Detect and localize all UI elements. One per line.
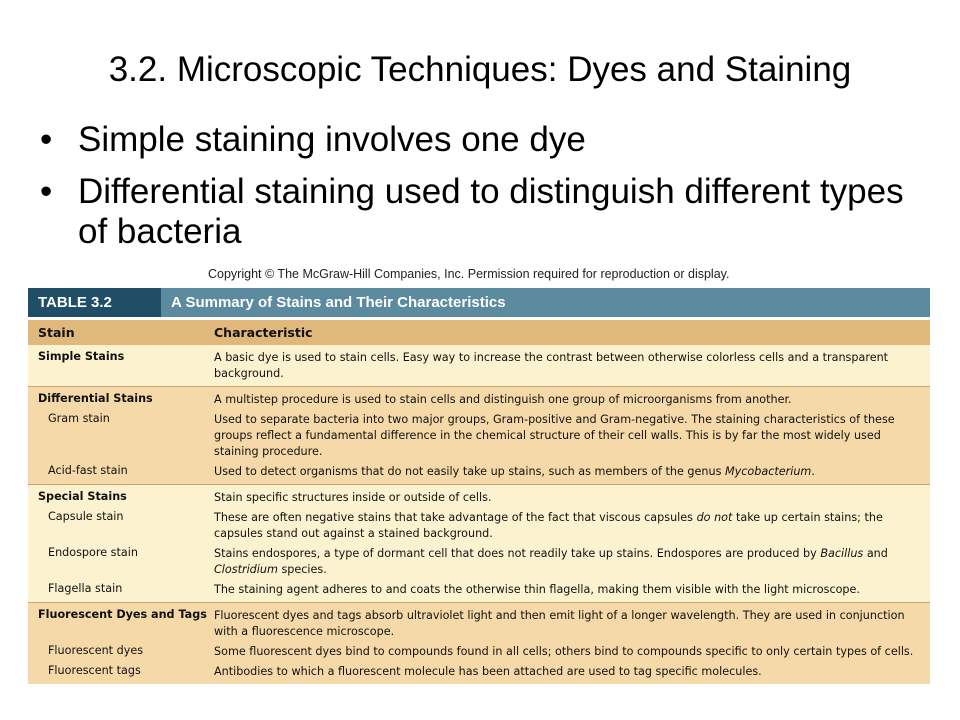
- stain-characteristic: The staining agent adheres to and coats the otherwise thin flagella, making them visible with the light microscope.: [214, 583, 860, 596]
- stain-characteristic: A multistep procedure is used to stain cells and distinguish one group of microorganisms from another.: [214, 393, 792, 406]
- column-header-stain: Stain: [38, 325, 75, 340]
- table-row: [28, 488, 930, 508]
- text-part: species.: [277, 563, 327, 576]
- table-row: [28, 390, 930, 410]
- stain-name: Flagella stain: [48, 582, 123, 595]
- text-part: and: [863, 547, 888, 560]
- genus-name: Bacillus: [820, 547, 864, 560]
- table-row: [28, 410, 930, 462]
- stain-name: Gram stain: [48, 412, 110, 425]
- column-header-row: [28, 320, 930, 345]
- genus-name: Mycobacterium: [724, 465, 812, 478]
- stain-name: Fluorescent tags: [48, 664, 141, 677]
- table-row: [28, 508, 930, 544]
- table-header-bar: [28, 288, 930, 317]
- stain-characteristic: [214, 546, 930, 578]
- stain-characteristic: Fluorescent dyes and tags absorb ultraviolet light and then emit light of a longer wavelength. They are used in conjunction with a fluorescence microscope.: [214, 609, 905, 638]
- slide-title: 3.2. Microscopic Techniques: Dyes and Staining: [108, 50, 852, 89]
- table-row: [28, 580, 930, 600]
- bullet-icon: •: [40, 172, 53, 211]
- group-differential-stains: [28, 386, 930, 484]
- group-fluorescent: [28, 602, 930, 684]
- table-row: [28, 642, 930, 662]
- bullet-text: Differential staining used to distinguish different types of bacteria: [78, 172, 904, 251]
- table-row: [28, 662, 930, 682]
- bullet-item: [40, 120, 920, 160]
- bullet-icon: •: [40, 120, 53, 159]
- stains-table: [28, 320, 930, 684]
- table-caption: A Summary of Stains and Their Characteristics: [161, 288, 930, 317]
- stain-characteristic: Used to separate bacteria into two major groups, Gram-positive and Gram-negative. The staining characteristics of these groups reflect a fundamental difference in the chemical structure of their cell walls. This is by far the most widely used staining procedure.: [214, 413, 895, 458]
- table-row: [28, 348, 930, 384]
- stain-name: Capsule stain: [48, 510, 124, 523]
- table-row: [28, 462, 930, 482]
- stain-name: Endospore stain: [48, 546, 138, 559]
- copyright-notice: Copyright © The McGraw-Hill Companies, Inc. Permission required for reproduction or display.: [208, 267, 730, 281]
- stain-characteristic: Stain specific structures inside or outside of cells.: [214, 491, 492, 504]
- column-header-characteristic: Characteristic: [214, 325, 313, 340]
- table-row: [28, 544, 930, 580]
- table-number: TABLE 3.2: [28, 288, 167, 317]
- stain-name: Special Stains: [38, 490, 127, 503]
- stain-characteristic: [214, 464, 930, 480]
- text-part: take up certain stains; the capsules stand out against a stained background.: [214, 511, 883, 540]
- emphasis-text: do not: [696, 511, 733, 524]
- stain-name: Fluorescent dyes: [48, 644, 144, 657]
- stain-characteristic: A basic dye is used to stain cells. Easy way to increase the contrast between otherwise colorless cells and a transparent background.: [214, 351, 889, 380]
- bullet-item: [40, 172, 920, 252]
- text-part: Stains endospores, a type of dormant cell that does not readily take up stains. Endospores are produced by: [214, 547, 821, 560]
- group-simple-stains: [28, 345, 930, 386]
- group-special-stains: [28, 484, 930, 602]
- stain-characteristic: [214, 510, 930, 542]
- genus-name: Clostridium: [214, 563, 278, 576]
- bullet-list: [40, 120, 920, 264]
- stain-characteristic: Antibodies to which a fluorescent molecule has been attached are used to tag specific molecules.: [214, 665, 762, 678]
- stain-name: Acid-fast stain: [48, 464, 128, 477]
- table-row: [28, 606, 930, 642]
- stain-name: Fluorescent Dyes and Tags: [38, 608, 207, 621]
- stain-name: Differential Stains: [38, 392, 153, 405]
- text-part: .: [811, 465, 815, 478]
- stain-name: Simple Stains: [38, 350, 125, 363]
- text-part: These are often negative stains that take advantage of the fact that viscous capsules: [214, 511, 697, 524]
- text-part: Used to detect organisms that do not easily take up stains, such as members of the genus: [214, 465, 725, 478]
- bullet-text: Simple staining involves one dye: [78, 120, 586, 159]
- stain-characteristic: Some fluorescent dyes bind to compounds found in all cells; others bind to compounds specific to only certain types of cells.: [214, 645, 914, 658]
